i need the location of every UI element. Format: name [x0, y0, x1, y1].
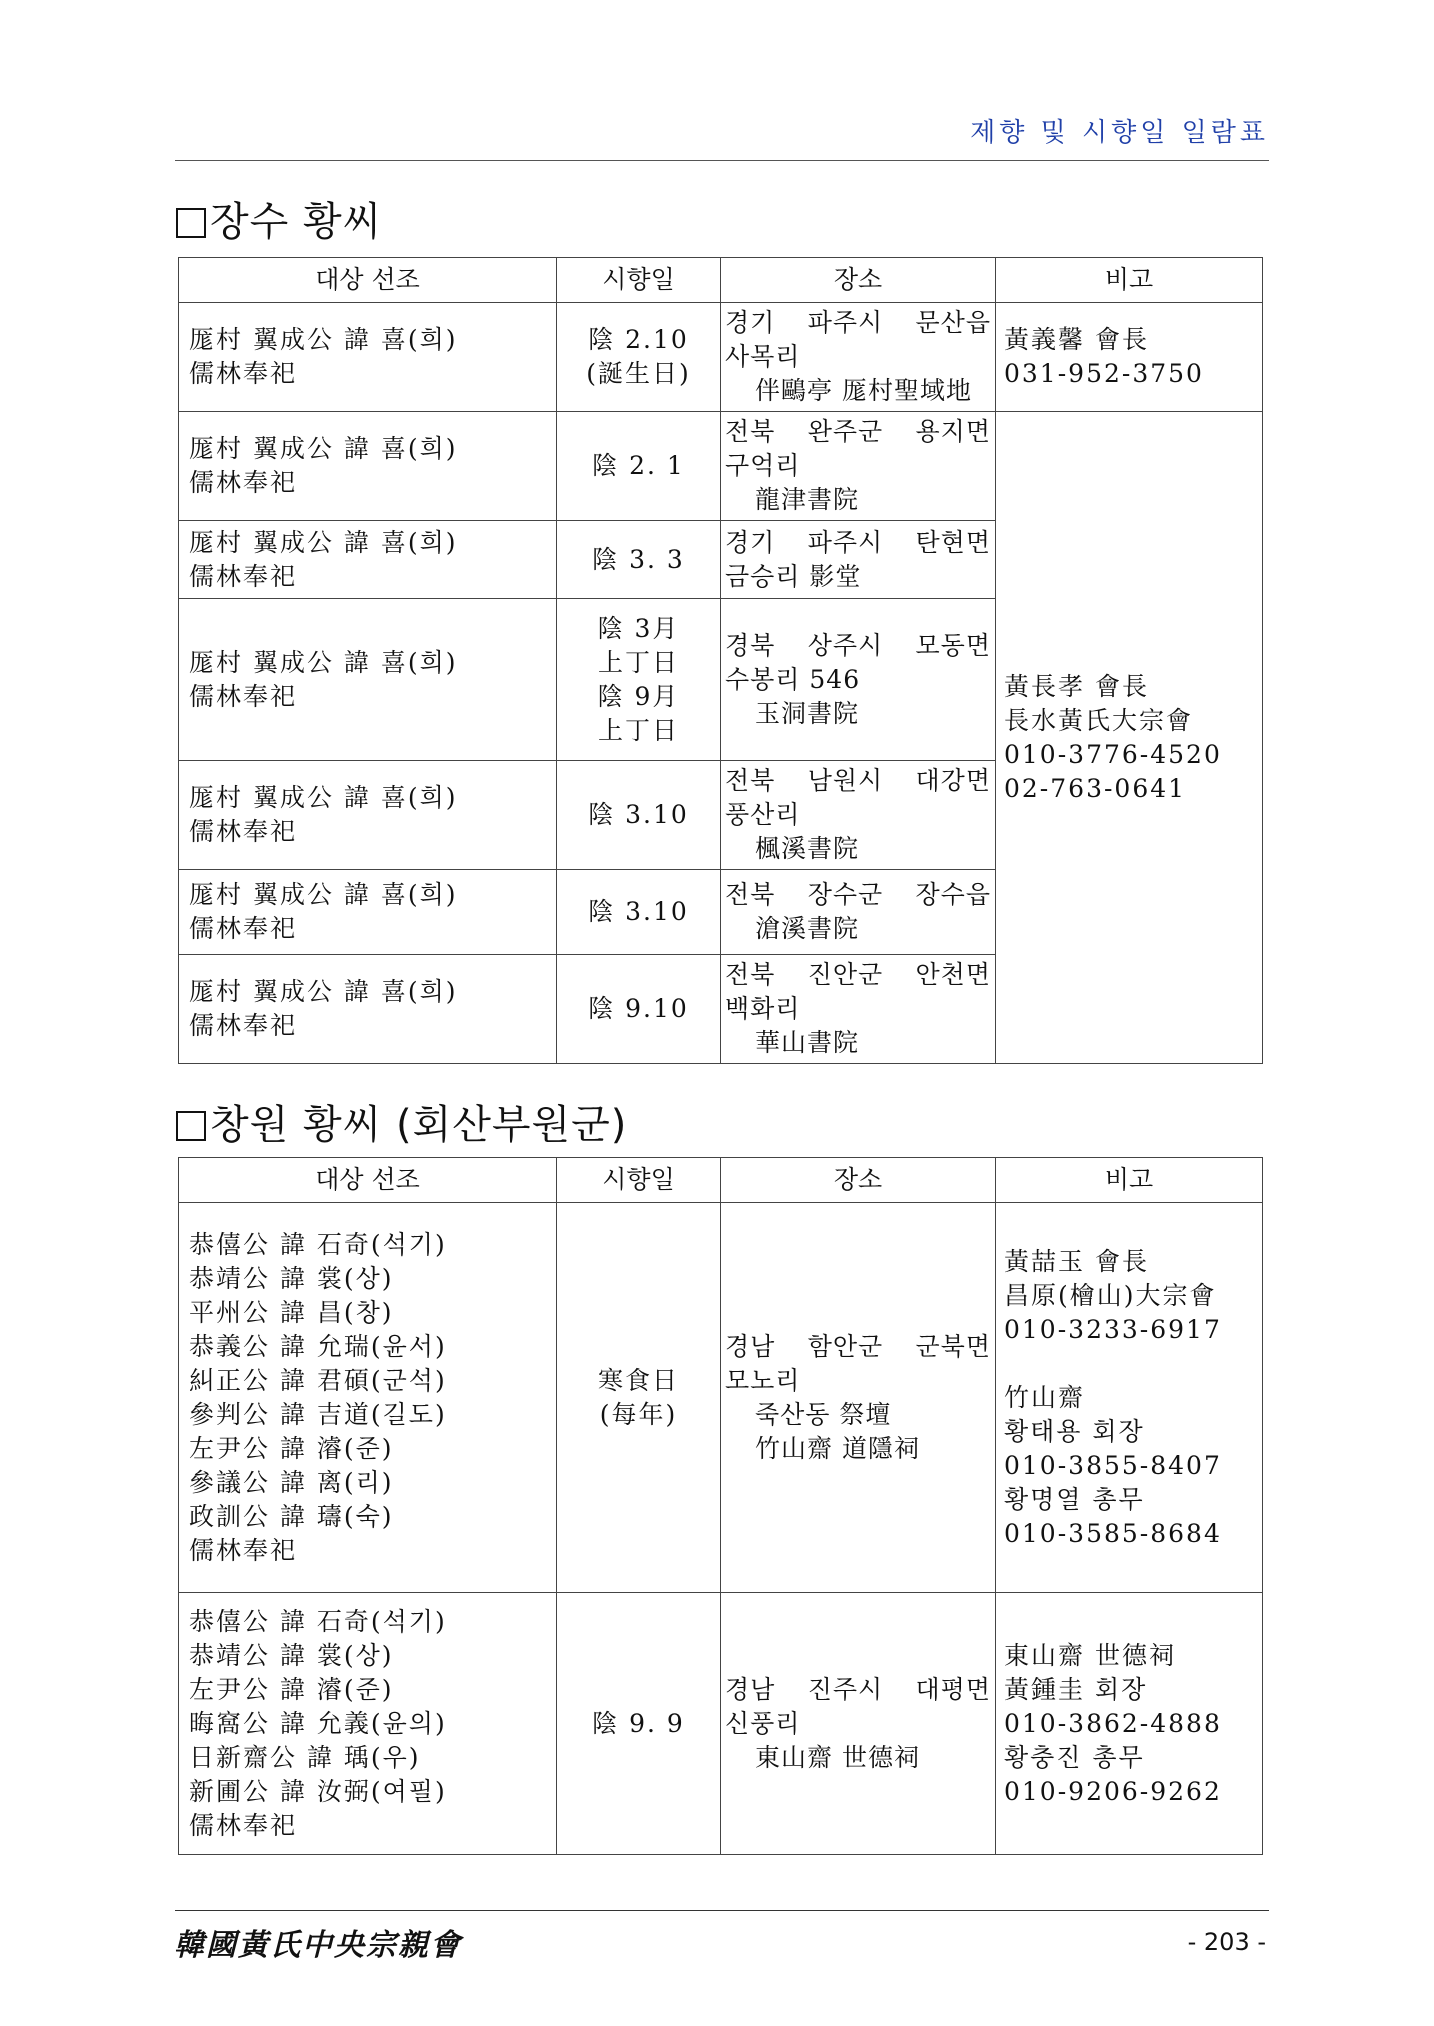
- section-title-changwon: [176, 1093, 627, 1150]
- date-cell: 陰 2. 1: [557, 412, 721, 521]
- place-cell: [721, 303, 996, 412]
- date-cell: 寒食日 (每年): [557, 1203, 721, 1593]
- place-cell: [721, 521, 996, 599]
- place-line: 전북 완주군 용지면: [725, 417, 991, 446]
- column-header-ancestor: 대상 선조: [179, 258, 557, 303]
- place-line: 경남 함안군 군북면: [725, 1331, 991, 1361]
- place-line: 전북 진안군 안천면: [725, 960, 991, 989]
- place-line: 華山書院: [755, 1028, 860, 1057]
- date-cell: 陰 9. 9: [557, 1593, 721, 1855]
- note-cell: 黃喆玉 會長 昌原(檜山)大宗會 010-3233-6917 竹山齋 황태용 회장 010-3855-8407 황명열 총무 010-3585-8684: [996, 1203, 1263, 1593]
- header-rule: [175, 160, 1269, 161]
- place-line: 경북 상주시 모동면: [725, 630, 991, 660]
- ancestor-cell: 厖村 翼成公 諱 喜(희) 儒林奉祀: [179, 761, 557, 870]
- place-line: 모노리: [725, 1365, 801, 1395]
- place-cell: [721, 870, 996, 955]
- ancestral-rite-table-changwon: [178, 1157, 1263, 1855]
- column-header-place: 장소: [721, 258, 996, 303]
- place-line: 竹山齋 道隱祠: [755, 1433, 920, 1463]
- place-line: 백화리: [725, 994, 801, 1023]
- place-cell: [721, 412, 996, 521]
- column-header-date: 시향일: [557, 258, 721, 303]
- place-cell: [721, 761, 996, 870]
- ancestor-cell: 恭僖公 諱 石奇(석기) 恭靖公 諱 裳(상) 平州公 諱 昌(창) 恭義公 諱 允瑞(윤서) 糾正公 諱 君碩(군석) 參判公 諱 吉道(길도) 左尹公 諱 濬(준) 參議公 諱 离(리) 政訓公 諱 璹(숙) 儒林奉祀: [179, 1203, 557, 1593]
- ancestral-rite-table-jangsu: [178, 257, 1263, 1064]
- section-title-text: 창원 황씨 (회산부원군): [210, 1102, 628, 1148]
- page-number: - 203 -: [1187, 1928, 1266, 1956]
- place-line: 龍津書院: [755, 485, 860, 514]
- date-cell: 陰 9.10: [557, 955, 721, 1064]
- column-header-place: 장소: [721, 1158, 996, 1203]
- place-line: 玉洞書院: [755, 698, 860, 728]
- note-cell: 黃長孝 會長 長水黃氏大宗會 010-3776-4520 02-763-0641: [996, 412, 1263, 1064]
- table-header-row: [179, 258, 1263, 303]
- date-cell: 陰 3.10: [557, 761, 721, 870]
- place-line: 伴鷗亭 厖村聖域地: [755, 376, 972, 405]
- date-cell: 陰 3.10: [557, 870, 721, 955]
- table-row: [179, 1593, 1263, 1855]
- column-header-date: 시향일: [557, 1158, 721, 1203]
- column-header-ancestor: 대상 선조: [179, 1158, 557, 1203]
- place-cell: [721, 1593, 996, 1855]
- place-line: 楓溪書院: [755, 834, 860, 863]
- place-line: 경기 파주시 탄현면: [725, 527, 991, 557]
- place-line: 전북 남원시 대강면: [725, 766, 991, 795]
- date-cell: 陰 3月 上丁日 陰 9月 上丁日: [557, 599, 721, 761]
- ancestor-cell: 厖村 翼成公 諱 喜(희) 儒林奉祀: [179, 412, 557, 521]
- date-cell: 陰 2.10 (誕生日): [557, 303, 721, 412]
- place-line: 수봉리 546: [725, 664, 861, 694]
- place-line: 풍산리: [725, 800, 801, 829]
- ancestor-cell: 厖村 翼成公 諱 喜(희) 儒林奉祀: [179, 303, 557, 412]
- place-cell: [721, 955, 996, 1064]
- column-header-note: 비고: [996, 258, 1263, 303]
- table-row: [179, 1203, 1263, 1593]
- ancestor-cell: 恭僖公 諱 石奇(석기) 恭靖公 諱 裳(상) 左尹公 諱 濬(준) 晦窩公 諱 允義(윤의) 日新齋公 諱 瑀(우) 新圃公 諱 汝弼(여필) 儒林奉祀: [179, 1593, 557, 1855]
- ancestor-cell: 厖村 翼成公 諱 喜(희) 儒林奉祀: [179, 870, 557, 955]
- note-cell: 東山齋 世德祠 黃鍾圭 회장 010-3862-4888 황충진 총무 010-9206-9262: [996, 1593, 1263, 1855]
- place-line: 경기 파주시 문산읍: [725, 308, 991, 337]
- place-line: 東山齋 世德祠: [755, 1742, 920, 1772]
- ancestor-cell: 厖村 翼成公 諱 喜(희) 儒林奉祀: [179, 955, 557, 1064]
- table-row: [179, 303, 1263, 412]
- place-line: 구억리: [725, 451, 801, 480]
- section-title-jangsu: [176, 190, 382, 247]
- place-line: 죽산동 祭壇: [755, 1399, 892, 1429]
- place-line: 금승리 影堂: [725, 561, 862, 591]
- place-line: 신풍리: [725, 1708, 801, 1738]
- checkbox-square-icon: [176, 208, 206, 238]
- ancestor-cell: 厖村 翼成公 諱 喜(희) 儒林奉祀: [179, 599, 557, 761]
- date-cell: 陰 3. 3: [557, 521, 721, 599]
- footer-rule: [175, 1910, 1269, 1911]
- place-line: 경남 진주시 대평면: [725, 1674, 991, 1704]
- place-cell: [721, 1203, 996, 1593]
- organization-logo: 韓國黃氏中央宗親會: [174, 1928, 462, 1963]
- section-title-text: 장수 황씨: [210, 199, 383, 245]
- place-line: 滄溪書院: [755, 914, 860, 943]
- place-cell: [721, 599, 996, 761]
- table-header-row: [179, 1158, 1263, 1203]
- place-line: 사목리: [725, 342, 801, 371]
- running-title: 제향 및 시향일 일람표: [970, 118, 1269, 148]
- checkbox-square-icon: [176, 1111, 206, 1141]
- place-line: 전북 장수군 장수읍: [725, 880, 991, 909]
- note-cell: 黃義馨 會長 031-952-3750: [996, 303, 1263, 412]
- column-header-note: 비고: [996, 1158, 1263, 1203]
- table-row: [179, 412, 1263, 521]
- ancestor-cell: 厖村 翼成公 諱 喜(희) 儒林奉祀: [179, 521, 557, 599]
